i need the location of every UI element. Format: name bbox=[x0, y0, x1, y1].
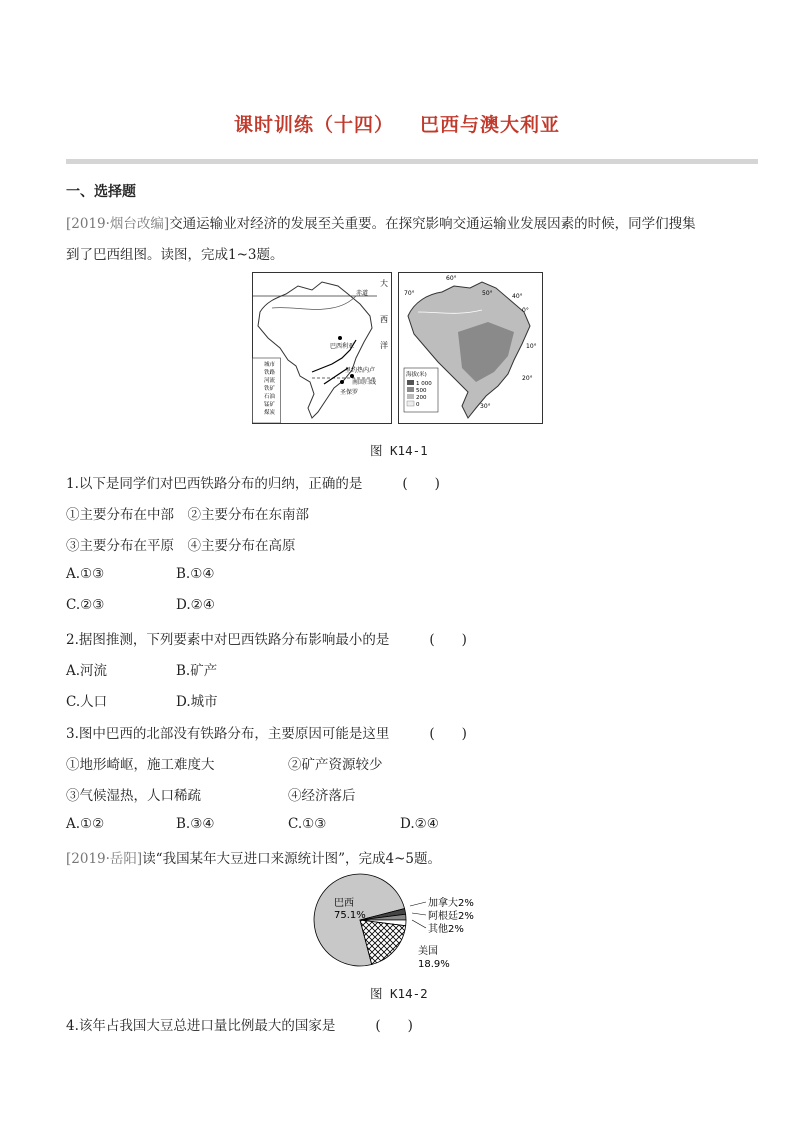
q1-options-row1: ①主要分布在中部 ②主要分布在东南部 bbox=[66, 507, 309, 523]
question-3 bbox=[66, 722, 467, 742]
figure-caption-2: 图 K14-2 bbox=[370, 986, 428, 1001]
q1-choice-c: C.②③ bbox=[66, 597, 105, 613]
label-usa-name: 美国 bbox=[418, 946, 438, 957]
leader-line bbox=[412, 913, 426, 915]
q3-choice-c: C.①③ bbox=[288, 816, 327, 832]
lat-label: 10° bbox=[526, 343, 537, 350]
label-other: 其他2% bbox=[428, 924, 464, 935]
q1-choice-a: A.①③ bbox=[66, 566, 105, 582]
legend-item: 铁路 bbox=[264, 370, 276, 376]
city-marker bbox=[338, 336, 342, 340]
intro1-source: [2019·烟台改编] bbox=[66, 216, 170, 232]
map-label: 南回归线 bbox=[352, 379, 377, 386]
q2-choice-a: A.河流 bbox=[66, 663, 108, 679]
map-label: 巴西利亚 bbox=[330, 343, 355, 350]
intro2 bbox=[66, 847, 441, 867]
intro1-line1 bbox=[66, 212, 696, 232]
answer-blank: ( ) bbox=[429, 632, 467, 648]
brazil-elevation-map bbox=[398, 272, 543, 424]
legend-item: 1 000 bbox=[416, 381, 432, 387]
q1-choice-b: B.①④ bbox=[176, 566, 215, 582]
lat-label: 20° bbox=[522, 375, 533, 382]
legend-item: 锰矿 bbox=[264, 402, 276, 408]
brazil-railway-map bbox=[252, 272, 392, 424]
title-right: 巴西与澳大利亚 bbox=[420, 114, 561, 136]
question-4-stem: 4.该年占我国大豆总进口量比例最大的国家是 bbox=[66, 1018, 336, 1034]
question-4 bbox=[66, 1014, 413, 1034]
legend-title: 海拔(米) bbox=[406, 372, 427, 378]
lat-label: 30° bbox=[480, 403, 491, 410]
intro1-line2: 到了巴西组图。读图，完成1~3题。 bbox=[66, 247, 284, 263]
q1-options-row2: ③主要分布在平原 ④主要分布在高原 bbox=[66, 538, 296, 554]
label-usa-value: 18.9% bbox=[418, 959, 450, 970]
answer-blank: ( ) bbox=[429, 726, 467, 742]
lat-label: 0° bbox=[522, 307, 529, 314]
figure-caption-1: 图 K14-1 bbox=[370, 443, 428, 458]
section-heading: 一、选择题 bbox=[66, 184, 136, 200]
soybean-import-pie bbox=[300, 868, 500, 978]
legend-swatch bbox=[407, 401, 414, 406]
q3-choice-b: B.③④ bbox=[176, 816, 215, 832]
legend-item: 城市 bbox=[264, 362, 276, 368]
q2-choice-c: C.人口 bbox=[66, 694, 108, 710]
leader-line bbox=[412, 920, 426, 928]
label-argentina: 阿根廷2% bbox=[428, 911, 474, 922]
label-canada: 加拿大2% bbox=[428, 898, 474, 909]
map-label: 赤道 bbox=[356, 290, 369, 297]
lon-label: 60° bbox=[446, 275, 457, 282]
q2-choice-d: D.城市 bbox=[176, 694, 218, 710]
map-label: 西 bbox=[380, 315, 388, 324]
intro2-text: 读“我国某年大豆进口来源统计图”，完成4~5题。 bbox=[142, 851, 441, 867]
question-3-stem: 3.图中巴西的北部没有铁路分布，主要原因可能是这里 bbox=[66, 726, 390, 742]
lon-label: 70° bbox=[404, 290, 415, 297]
q3-choice-a: A.①② bbox=[66, 816, 105, 832]
q3-option-2: ②矿产资源较少 bbox=[288, 757, 383, 773]
map-label: 圣保罗 bbox=[340, 389, 359, 396]
legend-item: 石油 bbox=[264, 394, 276, 400]
legend-item: 0 bbox=[416, 402, 420, 408]
question-2-stem: 2.据图推测，下列要素中对巴西铁路分布影响最小的是 bbox=[66, 632, 390, 648]
q1-choice-d: D.②④ bbox=[176, 597, 215, 613]
legend-item: 铁矿 bbox=[264, 386, 276, 392]
answer-blank: ( ) bbox=[375, 1018, 413, 1034]
legend-item: 200 bbox=[416, 395, 427, 401]
title-divider bbox=[66, 159, 758, 164]
leader-line bbox=[410, 902, 426, 906]
intro1-text: 交通运输业对经济的发展至关重要。在探究影响交通运输业发展因素的时候，同学们搜集 bbox=[169, 216, 696, 232]
label-brazil-value: 75.1% bbox=[334, 910, 366, 921]
page-title bbox=[0, 110, 794, 137]
question-1 bbox=[66, 472, 440, 492]
q2-choice-b: B.矿产 bbox=[176, 663, 218, 679]
map-label: 大 bbox=[380, 279, 388, 288]
legend-swatch bbox=[407, 387, 414, 392]
lon-label: 50° bbox=[482, 290, 493, 297]
map-label: 洋 bbox=[380, 341, 388, 350]
title-left: 课时训练（十四） bbox=[233, 114, 394, 136]
q3-option-1: ①地形崎岖，施工难度大 bbox=[66, 757, 215, 773]
question-2 bbox=[66, 628, 467, 648]
legend-swatch bbox=[407, 380, 414, 385]
lon-label: 40° bbox=[512, 293, 523, 300]
label-brazil-name: 巴西 bbox=[334, 898, 354, 909]
legend-item: 500 bbox=[416, 388, 427, 394]
legend-item: 煤炭 bbox=[264, 410, 276, 416]
intro2-source: [2019·岳阳] bbox=[66, 851, 143, 867]
legend-item: 河流 bbox=[264, 378, 276, 384]
city-marker bbox=[350, 374, 354, 378]
q3-option-4: ④经济落后 bbox=[288, 788, 356, 804]
city-marker bbox=[340, 380, 344, 384]
q3-option-3: ③气候湿热，人口稀疏 bbox=[66, 788, 201, 804]
q3-choice-d: D.②④ bbox=[400, 816, 439, 832]
answer-blank: ( ) bbox=[402, 476, 440, 492]
question-1-stem: 1.以下是同学们对巴西铁路分布的归纳，正确的是 bbox=[66, 476, 363, 492]
map-label: 里约热内卢 bbox=[345, 367, 376, 374]
legend-swatch bbox=[407, 394, 414, 399]
